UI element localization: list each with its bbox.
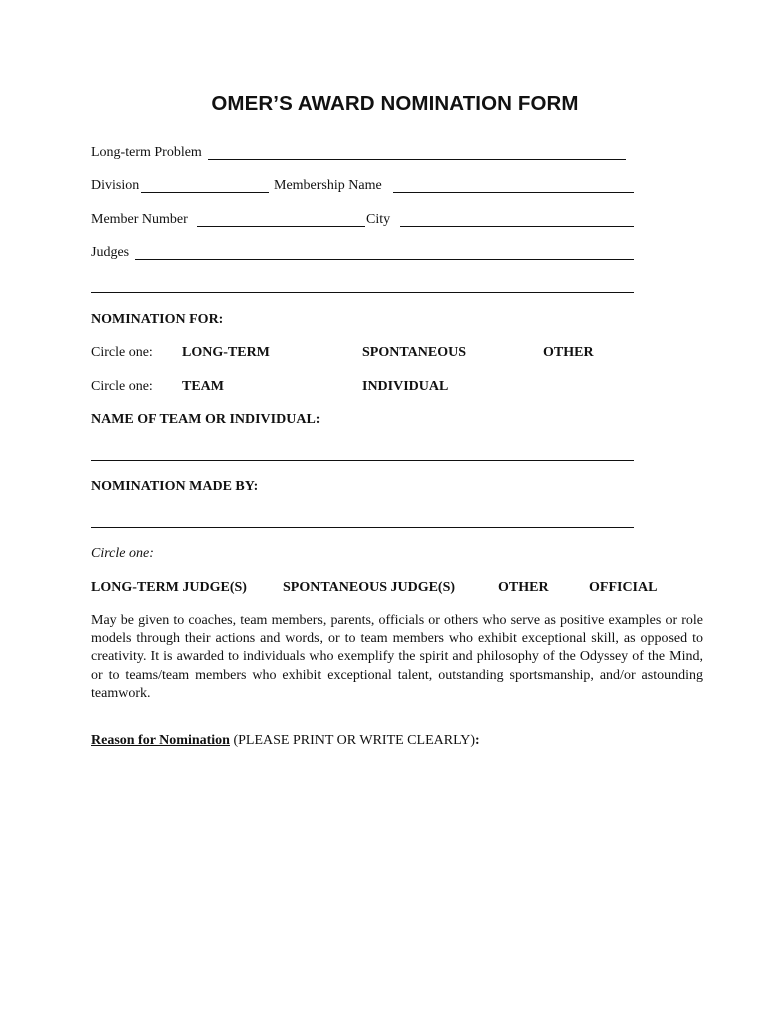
option-team[interactable]: TEAM bbox=[182, 379, 224, 394]
circle-one-italic-label: Circle one: bbox=[91, 546, 154, 561]
reason-for-nomination bbox=[91, 733, 480, 749]
name-of-team-line[interactable] bbox=[91, 460, 634, 461]
nomination-for-heading: NOMINATION FOR: bbox=[91, 312, 224, 327]
city-line[interactable] bbox=[400, 226, 634, 227]
option-other-nominator[interactable]: OTHER bbox=[498, 580, 549, 595]
judges-line-2[interactable] bbox=[91, 292, 634, 293]
award-description: May be given to coaches, team members, parents, officials or others who serve as positive examples or role models through their actions and words, or to team members who exhibit exceptional skill, as opposed to creativity. It is awarded to individuals who exemplify the spirit and philosophy of the Odyssey of the Mind, or to teams/team members who exhibit exceptional talent, outstanding sportsmanship, and/or astounding teamwork. bbox=[91, 613, 703, 701]
reason-colon: : bbox=[475, 733, 480, 748]
long-term-problem-line[interactable] bbox=[208, 159, 626, 160]
nomination-made-by-heading: NOMINATION MADE BY: bbox=[91, 479, 259, 494]
circle-one-label: Circle one: bbox=[91, 379, 153, 394]
nomination-made-by-line[interactable] bbox=[91, 527, 634, 528]
division-line[interactable] bbox=[141, 192, 269, 193]
form-title: OMER’S AWARD NOMINATION FORM bbox=[211, 92, 579, 115]
option-long-term-judges[interactable]: LONG-TERM JUDGE(S) bbox=[91, 580, 247, 595]
membership-name-line[interactable] bbox=[393, 192, 634, 193]
option-other[interactable]: OTHER bbox=[543, 345, 594, 360]
reason-instruction: (PLEASE PRINT OR WRITE CLEARLY) bbox=[233, 733, 475, 748]
city-label: City bbox=[366, 212, 391, 227]
option-official[interactable]: OFFICIAL bbox=[589, 580, 658, 595]
long-term-problem-label: Long-term Problem bbox=[91, 145, 202, 160]
division-label: Division bbox=[91, 178, 140, 193]
membership-name-label: Membership Name bbox=[274, 178, 382, 193]
judges-label: Judges bbox=[91, 245, 130, 260]
option-individual[interactable]: INDIVIDUAL bbox=[362, 379, 449, 394]
member-number-label: Member Number bbox=[91, 212, 188, 227]
option-spontaneous[interactable]: SPONTANEOUS bbox=[362, 345, 466, 360]
option-spontaneous-judges[interactable]: SPONTANEOUS JUDGE(S) bbox=[283, 580, 456, 595]
name-of-team-heading: NAME OF TEAM OR INDIVIDUAL: bbox=[91, 412, 321, 427]
judges-line[interactable] bbox=[135, 259, 634, 260]
option-long-term[interactable]: LONG-TERM bbox=[182, 345, 270, 360]
member-number-line[interactable] bbox=[197, 226, 365, 227]
circle-one-label: Circle one: bbox=[91, 345, 153, 360]
reason-label: Reason for Nomination bbox=[91, 733, 230, 748]
